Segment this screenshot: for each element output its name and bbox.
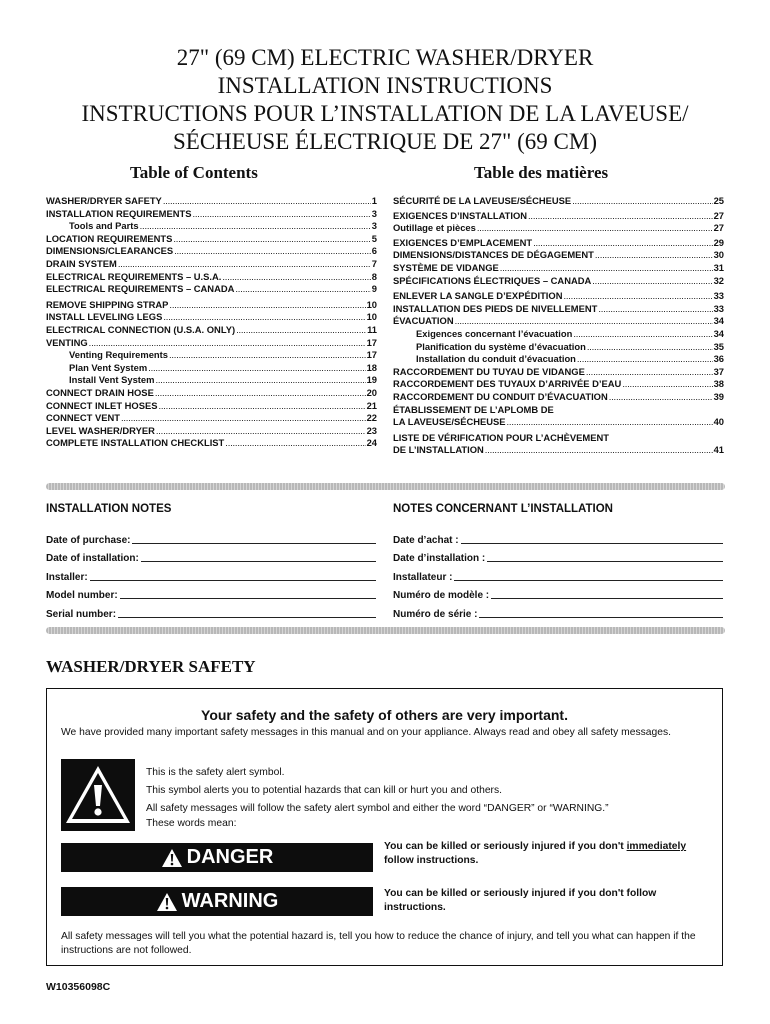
toc-entry-label: Plan Vent System (69, 361, 148, 373)
notes-field (46, 527, 376, 546)
toc-entry-page: 31 (713, 261, 724, 273)
notes-field-label: Serial number: (46, 608, 117, 620)
toc-entry (46, 324, 377, 337)
toc-leader-dots (563, 290, 712, 303)
toc-leader-dots (121, 412, 366, 425)
toc-entry-page: 21 (366, 399, 377, 411)
toc-leader-dots (156, 425, 366, 438)
toc-leader-dots (577, 353, 713, 366)
toc-leader-dots (192, 208, 370, 221)
toc-entry (393, 315, 724, 328)
toc-entry-page: 20 (366, 386, 377, 398)
toc-entry-page: 33 (713, 302, 724, 314)
toc-entry-label: Planification du système d’évacuation (416, 340, 586, 352)
notes-field-label: Date of purchase: (46, 534, 131, 546)
toc-leader-dots (173, 233, 370, 246)
toc-entry-page: 40 (713, 416, 724, 428)
notes-field (393, 546, 723, 565)
notes-field-label: Numéro de série : (393, 608, 478, 620)
toc-entry-label: Installation du conduit d’évacuation (416, 353, 576, 365)
notes-field-label: Date of installation: (46, 553, 139, 564)
notes-fill-line (461, 542, 723, 544)
toc-entry-page: 24 (366, 437, 377, 449)
toc-entry-page: 23 (366, 424, 377, 436)
toc-leader-dots (598, 303, 712, 316)
notes-heading-fr: NOTES CONCERNANT L’INSTALLATION (393, 503, 613, 515)
toc-entry-page: 25 (713, 195, 724, 206)
toc-entry-label: DIMENSIONS/CLEARANCES (46, 245, 174, 257)
toc-entry-label: WASHER/DRYER SAFETY (46, 195, 162, 206)
toc-entry (393, 341, 724, 354)
toc-entry-page: 33 (713, 290, 724, 302)
toc-entry-page: 18 (366, 361, 377, 373)
safety-heading: Your safety and the safety of others are very important. (201, 707, 568, 723)
toc-entry-page: 36 (713, 353, 724, 365)
warning-signal-word (61, 887, 373, 916)
toc-entry-page: 22 (366, 412, 377, 424)
toc-leader-dots (148, 362, 365, 375)
toc-entry-page: 29 (713, 236, 724, 248)
toc-list-fr (393, 195, 724, 457)
danger-label: DANGER (186, 846, 274, 868)
toc-entry-label: EXIGENCES D’INSTALLATION (393, 209, 528, 221)
notes-field (46, 583, 376, 602)
toc-entry (46, 311, 377, 324)
toc-entry-label: ÉTABLISSEMENT DE L’APLOMB DE (393, 403, 554, 415)
notes-field (393, 527, 723, 546)
notes-field-label: Installer: (46, 571, 88, 583)
toc-entry (46, 208, 377, 221)
toc-entry-label: CONNECT VENT (46, 412, 120, 424)
toc-entry (393, 262, 724, 275)
notes-field (393, 601, 723, 620)
toc-list-en (46, 195, 377, 450)
toc-entry-label: Tools and Parts (69, 220, 139, 232)
notes-fill-line (487, 560, 723, 562)
toc-entry-label: COMPLETE INSTALLATION CHECKLIST (46, 437, 225, 449)
toc-entry-label: SPÉCIFICATIONS ÉLECTRIQUES – CANADA (393, 274, 592, 286)
notes-fill-line (491, 597, 723, 599)
toc-entry (46, 299, 377, 312)
toc-entry-label: INSTALLATION DES PIEDS DE NIVELLEMENT (393, 302, 598, 314)
toc-leader-dots (140, 220, 371, 233)
danger-emphasis: immediately (626, 841, 687, 852)
safety-closing: All safety messages will tell you what the potential hazard is, tell you how to reduce the chance of injury, and tell you what can happen if the instructions are not followed. (61, 931, 696, 956)
symbol-line: This is the safety alert symbol. (146, 767, 285, 778)
danger-signal-word (61, 843, 373, 872)
toc-entry-page: 10 (366, 298, 377, 310)
toc-entry (46, 412, 377, 425)
toc-entry-label: LEVEL WASHER/DRYER (46, 424, 155, 436)
toc-entry-page: 5 (371, 232, 377, 244)
toc-leader-dots (573, 328, 712, 341)
toc-entry-page: 27 (713, 209, 724, 221)
toc-entry (46, 437, 377, 450)
toc-entry (393, 444, 724, 457)
toc-leader-dots (235, 283, 370, 296)
toc-entry (46, 233, 377, 246)
toc-entry-label: Exigences concernant l’évacuation (416, 327, 573, 339)
toc-entry-label: ENLEVER LA SANGLE D’EXPÉDITION (393, 290, 563, 302)
toc-leader-dots (118, 258, 371, 271)
notes-fill-line (120, 597, 376, 599)
notes-field-label: Numéro de modèle : (393, 590, 490, 601)
notes-field (46, 546, 376, 565)
toc-entry (46, 349, 377, 362)
toc-entry (46, 245, 377, 258)
toc-entry-label: Venting Requirements (69, 349, 168, 361)
warning-label: WARNING (181, 890, 279, 912)
toc-entry (393, 303, 724, 316)
toc-entry-page: 3 (371, 207, 377, 219)
toc-entry-label: Install Vent System (69, 374, 155, 386)
toc-entry (393, 328, 724, 341)
toc-entry (46, 374, 377, 387)
toc-entry-page: 17 (366, 336, 377, 348)
toc-entry (393, 249, 724, 262)
title-line: INSTALLATION INSTRUCTIONS (217, 73, 553, 98)
toc-leader-dots (163, 195, 371, 208)
notes-field (46, 564, 376, 583)
toc-entry-page: 41 (713, 444, 724, 456)
notes-form-fr (393, 527, 723, 620)
safety-box (46, 688, 723, 966)
toc-entry-page: 11 (367, 323, 377, 335)
toc-leader-dots (586, 366, 713, 379)
notes-heading-en: INSTALLATION NOTES (46, 503, 172, 515)
toc-leader-dots (500, 262, 713, 275)
toc-leader-dots (572, 195, 712, 208)
toc-entry (46, 337, 377, 350)
toc-entry-label: REMOVE SHIPPING STRAP (46, 298, 169, 310)
toc-entry-label: SÉCURITÉ DE LA LAVEUSE/SÉCHEUSE (393, 195, 572, 206)
toc-entry-label: RACCORDEMENT DES TUYAUX D’ARRIVÉE D’EAU (393, 378, 622, 390)
toc-entry (393, 416, 724, 429)
part-number: W10356098C (46, 981, 111, 993)
notes-field-label: Model number: (46, 590, 118, 601)
notes-field-label: Installateur : (393, 571, 453, 583)
toc-leader-dots (89, 337, 366, 350)
toc-leader-dots (225, 437, 365, 450)
toc-entry (393, 391, 724, 404)
toc-leader-dots (609, 391, 713, 404)
notes-fill-line (132, 542, 376, 544)
notes-field (46, 601, 376, 620)
toc-entry-label: ELECTRICAL REQUIREMENTS – CANADA (46, 283, 235, 295)
toc-entry (393, 210, 724, 223)
safety-alert-symbol-icon (61, 759, 135, 831)
notes-form-en (46, 527, 376, 620)
title-line: INSTRUCTIONS POUR L’INSTALLATION DE LA LAVEUSE/ (81, 101, 689, 126)
toc-leader-dots (595, 249, 713, 262)
toc-entry-label: RACCORDEMENT DU CONDUIT D’ÉVACUATION (393, 390, 608, 402)
toc-entry-label: CONNECT INLET HOSES (46, 399, 158, 411)
toc-entry (393, 237, 724, 250)
toc-entry (46, 283, 377, 296)
notes-field-label: Date d’achat : (393, 534, 459, 546)
notes-fill-line (141, 560, 376, 562)
toc-leader-dots (169, 349, 366, 362)
symbol-line: All safety messages will follow the safety alert symbol and either the word “DANGER” or “WARNING.” (146, 803, 609, 814)
toc-entry-label: SYSTÈME DE VIDANGE (393, 261, 499, 273)
toc-entry-label: CONNECT DRAIN HOSE (46, 386, 154, 398)
toc-entry-label: EXIGENCES D’EMPLACEMENT (393, 236, 533, 248)
toc-entry-label: DRAIN SYSTEM (46, 257, 117, 269)
toc-entry-page: 19 (366, 374, 377, 386)
toc-leader-dots (236, 324, 366, 337)
toc-leader-dots (622, 378, 712, 391)
toc-entry (46, 362, 377, 375)
toc-entry-page: 10 (366, 311, 377, 323)
toc-leader-dots (222, 271, 370, 284)
toc-entry-label: Outillage et pièces (393, 222, 476, 234)
toc-entry-label: INSTALL LEVELING LEGS (46, 311, 163, 323)
toc-entry (46, 195, 377, 208)
notes-fill-line (479, 616, 723, 618)
toc-leader-dots (485, 444, 713, 457)
section-divider (46, 627, 725, 634)
toc-entry (393, 432, 724, 445)
toc-entry-page: 1 (371, 195, 377, 206)
toc-entry (46, 220, 377, 233)
toc-entry (46, 271, 377, 284)
toc-entry (393, 404, 724, 417)
toc-entry (393, 366, 724, 379)
document-title (0, 44, 770, 156)
toc-leader-dots (455, 315, 713, 328)
toc-entry-label: ÉVACUATION (393, 315, 454, 327)
toc-entry (393, 290, 724, 303)
alert-triangle-icon (161, 848, 183, 868)
toc-leader-dots (528, 210, 713, 223)
toc-leader-dots (155, 374, 365, 387)
toc-entry-label: LISTE DE VÉRIFICATION POUR L’ACHÈVEMENT (393, 431, 609, 443)
toc-entry (46, 387, 377, 400)
toc-leader-dots (163, 311, 365, 324)
safety-intro: We have provided many important safety messages in this manual and on your appliance. Always read and obey all safety messages. (61, 727, 671, 738)
warning-description: You can be killed or seriously injured if you don't follow instructions. (384, 888, 657, 913)
toc-leader-dots (587, 341, 713, 354)
toc-heading-en: Table of Contents (130, 163, 258, 182)
symbol-line: This symbol alerts you to potential hazards that can kill or hurt you and others. (146, 785, 502, 796)
toc-entry-page: 6 (371, 245, 377, 257)
toc-entry-page: 34 (713, 327, 724, 339)
toc-entry-label: LOCATION REQUIREMENTS (46, 232, 173, 244)
toc-entry-page: 7 (371, 257, 377, 269)
toc-entry (46, 258, 377, 271)
toc-entry-label: INSTALLATION REQUIREMENTS (46, 207, 192, 219)
toc-entry (46, 400, 377, 413)
toc-entry (393, 378, 724, 391)
toc-entry-label: VENTING (46, 336, 88, 348)
toc-entry (393, 195, 724, 208)
title-line: 27" (69 CM) ELECTRIC WASHER/DRYER (176, 45, 594, 70)
toc-entry-label: LA LAVEUSE/SÉCHEUSE (393, 416, 506, 428)
toc-entry-label: ELECTRICAL CONNECTION (U.S.A. ONLY) (46, 323, 236, 335)
toc-leader-dots (507, 416, 713, 429)
alert-triangle-icon (156, 892, 178, 912)
toc-entry-page: 35 (713, 340, 724, 352)
toc-heading-fr: Table des matières (474, 163, 609, 182)
toc-leader-dots (533, 237, 712, 250)
toc-leader-dots (477, 222, 713, 235)
danger-description (384, 840, 719, 868)
notes-field-label: Date d’installation : (393, 553, 486, 564)
section-divider (46, 483, 725, 490)
toc-entry-page: 37 (713, 365, 724, 377)
notes-field (393, 583, 723, 602)
toc-entry-label: RACCORDEMENT DU TUYAU DE VIDANGE (393, 365, 585, 377)
notes-field (393, 564, 723, 583)
toc-entry-page: 27 (713, 222, 724, 234)
toc-leader-dots (155, 387, 366, 400)
toc-entry-label: ELECTRICAL REQUIREMENTS – U.S.A. (46, 270, 222, 282)
toc-entry-label: DIMENSIONS/DISTANCES DE DÉGAGEMENT (393, 249, 594, 261)
toc-entry-page: 8 (371, 270, 377, 282)
toc-entry-page: 17 (366, 349, 377, 361)
danger-text-cont: follow instructions. (384, 855, 479, 866)
title-line: SÉCHEUSE ÉLECTRIQUE DE 27" (69 CM) (172, 129, 597, 154)
toc-leader-dots (158, 400, 365, 413)
toc-entry-page: 3 (371, 220, 377, 232)
toc-leader-dots (174, 245, 371, 258)
symbol-line: These words mean: (146, 818, 237, 829)
toc-entry-page: 39 (713, 390, 724, 402)
toc-entry-page: 34 (713, 315, 724, 327)
notes-fill-line (118, 616, 376, 618)
toc-entry-label: DE L’INSTALLATION (393, 444, 484, 456)
danger-text: You can be killed or seriously injured if you don't (384, 841, 627, 852)
toc-entry-page: 30 (713, 249, 724, 261)
toc-entry-page: 38 (713, 378, 724, 390)
toc-leader-dots (592, 275, 712, 288)
toc-entry (393, 222, 724, 235)
toc-entry (393, 353, 724, 366)
toc-entry-page: 9 (371, 283, 377, 295)
notes-fill-line (90, 579, 376, 581)
toc-entry (393, 275, 724, 288)
toc-entry (46, 425, 377, 438)
safety-section-title: WASHER/DRYER SAFETY (46, 657, 256, 676)
toc-entry-page: 32 (713, 274, 724, 286)
notes-fill-line (454, 579, 723, 581)
toc-leader-dots (169, 299, 365, 312)
